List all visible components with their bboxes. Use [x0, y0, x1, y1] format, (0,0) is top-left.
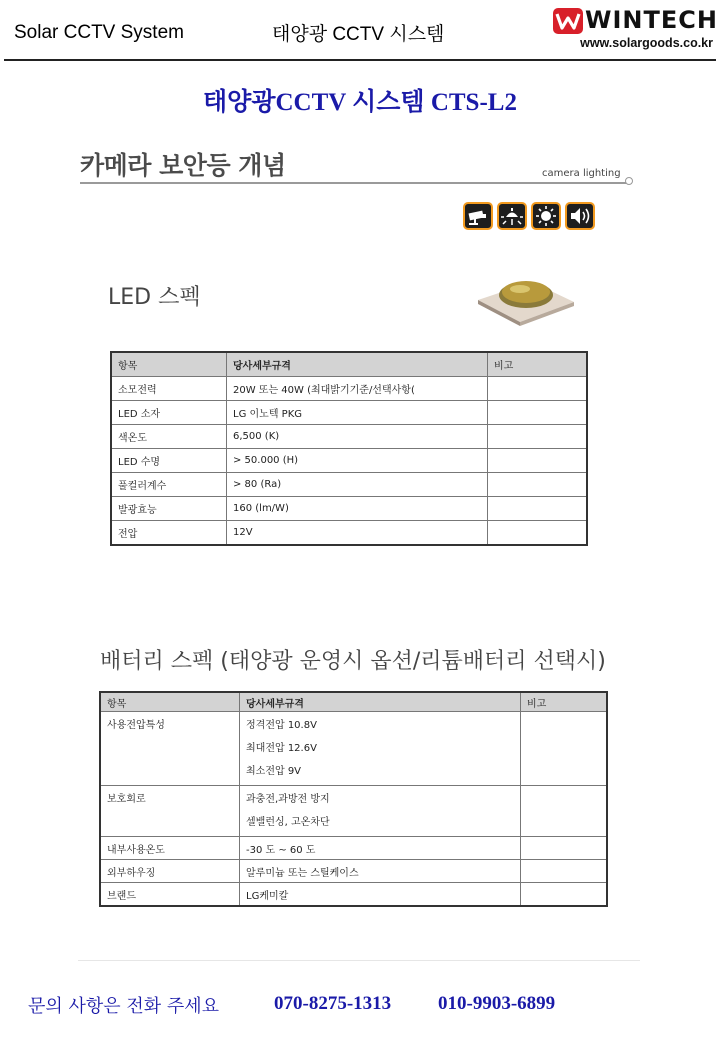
- table-row: [111, 425, 587, 449]
- table-cell: 20W 또는 40W (최대밝기기준/선택사항(: [227, 377, 488, 401]
- footer-phone-2: 010-9903-6899: [438, 993, 556, 1014]
- wintech-logo: [553, 6, 718, 52]
- table-cell: [488, 425, 588, 449]
- table-row: [100, 837, 607, 860]
- footer-divider: [78, 960, 640, 961]
- column-header: 항목: [100, 692, 240, 712]
- spec-line: 정격전압 10.8V: [246, 720, 317, 731]
- battery-spec-heading: 배터리 스펙 (태양광 운영시 옵션/리튬배터리 선택시): [100, 649, 606, 674]
- table-cell: 브랜드: [100, 883, 240, 906]
- spec-line: 최대전압 12.6V: [246, 743, 317, 754]
- led-spec-heading: LED 스펙: [108, 285, 201, 310]
- concept-subheading: camera lighting: [542, 168, 621, 179]
- table-cell: [240, 837, 521, 860]
- table-cell: 보호회로: [100, 786, 240, 837]
- sun-icon: [531, 202, 561, 230]
- table-cell: [488, 521, 588, 546]
- spec-line: -30 도 ~ 60 도: [246, 845, 316, 856]
- battery-spec-table: [99, 691, 608, 907]
- table-cell: 소모전력: [111, 377, 227, 401]
- table-cell: > 50.000 (H): [227, 449, 488, 473]
- spec-line: 셀밸런싱, 고온차단: [246, 817, 330, 828]
- table-cell: 외부하우징: [100, 860, 240, 883]
- table-cell: 색온도: [111, 425, 227, 449]
- table-cell: 풀컬러계수: [111, 473, 227, 497]
- table-cell: LG 이노텍 PKG: [227, 401, 488, 425]
- table-row: [100, 860, 607, 883]
- table-cell: 12V: [227, 521, 488, 546]
- spec-line: 알루미늄 또는 스틸케이스: [246, 868, 359, 879]
- table-cell: [240, 712, 521, 786]
- table-cell: [521, 883, 608, 906]
- table-row: [111, 473, 587, 497]
- led-spec-table: [110, 351, 588, 546]
- footer-phone-1: 070-8275-1313: [274, 993, 392, 1014]
- header-left-text: Solar CCTV System: [14, 22, 184, 43]
- lamp-icon: [497, 202, 527, 230]
- table-cell: [240, 786, 521, 837]
- column-header: 비고: [521, 692, 608, 712]
- speaker-icon: [565, 202, 595, 230]
- camera-icon: [463, 202, 493, 230]
- table-cell: 전압: [111, 521, 227, 546]
- table-cell: 160 (lm/W): [227, 497, 488, 521]
- table-row: [111, 401, 587, 425]
- header-divider: [4, 59, 716, 61]
- table-cell: [240, 860, 521, 883]
- wintech-logo-mark-icon: [553, 8, 583, 34]
- table-row: [111, 377, 587, 401]
- table-cell: 6,500 (K): [227, 425, 488, 449]
- concept-heading: 카메라 보안등 개념: [80, 151, 286, 180]
- column-header: 당사세부규격: [227, 352, 488, 377]
- table-row: [100, 786, 607, 837]
- spec-line: LG케미칼: [246, 891, 289, 902]
- document-title: 태양광CCTV 시스템 CTS-L2: [203, 89, 517, 116]
- table-cell: [521, 712, 608, 786]
- table-cell: [521, 860, 608, 883]
- column-header: 항목: [111, 352, 227, 377]
- table-cell: [488, 401, 588, 425]
- table-cell: 발광효능: [111, 497, 227, 521]
- table-cell: > 80 (Ra): [227, 473, 488, 497]
- table-header-row: [111, 352, 587, 377]
- spec-line: 과충전,과방전 방지: [246, 794, 330, 805]
- table-row: [111, 449, 587, 473]
- concept-divider: [80, 182, 626, 184]
- table-cell: [240, 883, 521, 906]
- table-row: [100, 712, 607, 786]
- table-row: [111, 497, 587, 521]
- table-cell: [488, 497, 588, 521]
- table-cell: [488, 377, 588, 401]
- footer-contact-label: 문의 사항은 전화 주세요: [28, 996, 220, 1017]
- table-cell: [521, 837, 608, 860]
- logo-url: www.solargoods.co.kr: [580, 36, 713, 50]
- spec-line: 최소전압 9V: [246, 766, 302, 777]
- table-cell: [521, 786, 608, 837]
- divider-end-dot: [625, 177, 633, 185]
- table-cell: 사용전압특성: [100, 712, 240, 786]
- table-cell: [488, 473, 588, 497]
- table-cell: LED 수명: [111, 449, 227, 473]
- led-chip-image: [470, 268, 580, 328]
- column-header: 당사세부규격: [240, 692, 521, 712]
- table-row: [111, 521, 587, 546]
- logo-wordmark: WINTECH: [585, 6, 718, 34]
- column-header: 비고: [488, 352, 588, 377]
- table-cell: [488, 449, 588, 473]
- header-center-text: 태양광 CCTV 시스템: [272, 24, 445, 45]
- table-cell: 내부사용온도: [100, 837, 240, 860]
- table-row: [100, 883, 607, 906]
- table-cell: LED 소자: [111, 401, 227, 425]
- table-header-row: [100, 692, 607, 712]
